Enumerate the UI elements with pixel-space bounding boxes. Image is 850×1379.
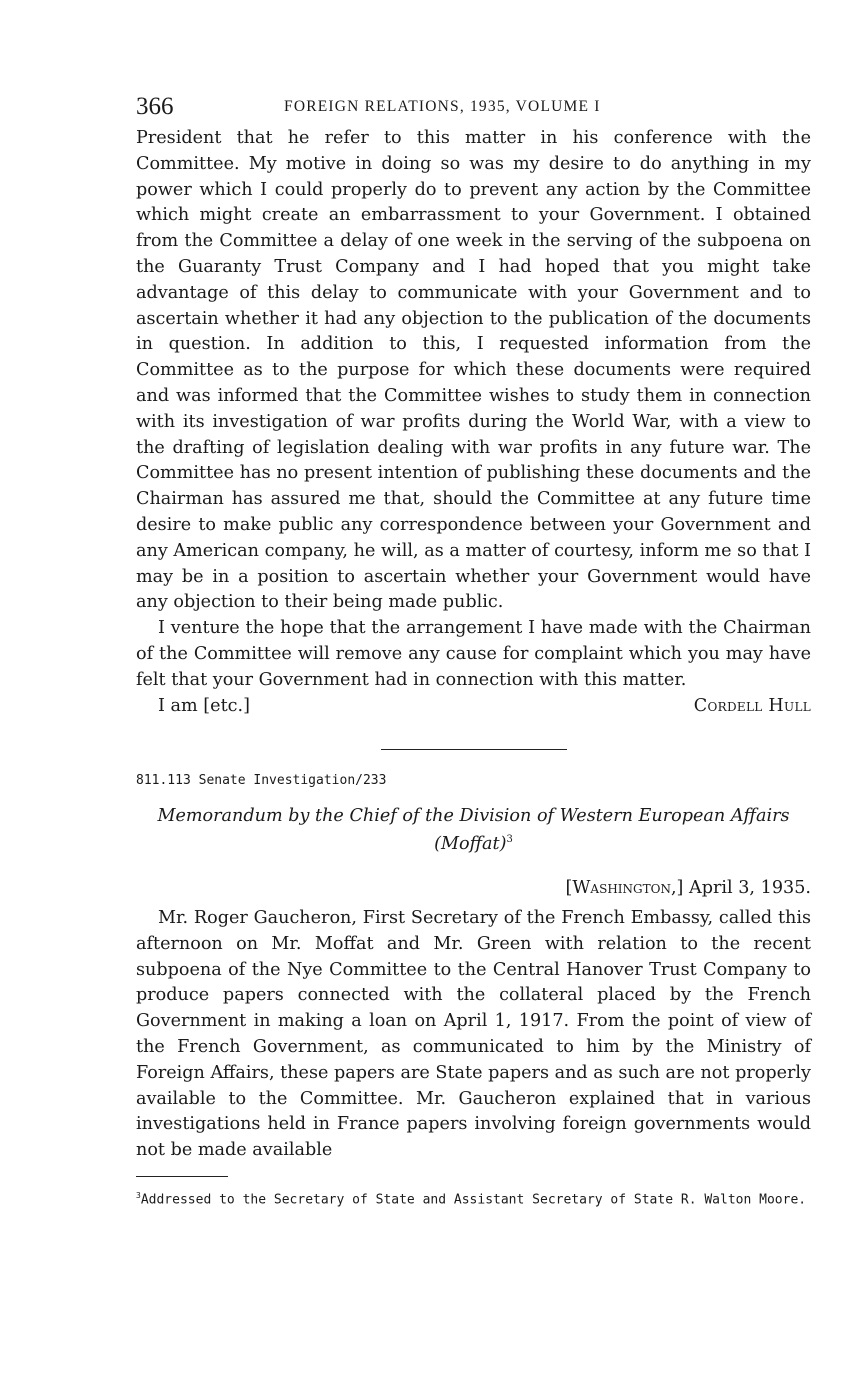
footnote-divider [136, 1176, 228, 1177]
footnote-marker: 3 [506, 834, 513, 846]
dateline [136, 876, 811, 902]
letter-paragraph-2: I venture the hope that the arrangement I have made with the Chairman of the Committee will remove any cause for complaint which you may have felt that your Government had in connection with this matter. [136, 618, 811, 690]
document-page [136, 92, 811, 1209]
memo-title [136, 804, 811, 856]
dateline-date: April 3, 1935. [689, 878, 811, 899]
memo-title-text: Memorandum by the Chief of the Division of Western European Affairs (Moffat) [157, 806, 790, 855]
dateline-place: [Washington,] [565, 878, 684, 899]
page-number: 366 [136, 93, 174, 120]
footnote-mark: 3 [136, 1190, 141, 1200]
letter-closing [136, 694, 811, 720]
section-divider [381, 749, 567, 750]
signature: Cordell Hull [693, 695, 811, 716]
footnote-text: Addressed to the Secretary of State and Assistant Secretary of State R. Walton Moore. [140, 1192, 807, 1208]
running-title: FOREIGN RELATIONS, 1935, VOLUME I [284, 98, 601, 115]
footnote [136, 1187, 811, 1209]
letter-paragraph-1: President that he refer to this matter in his conference with the Committee. My motive in doing so was my desire to do anything in my power which I could properly do to prevent any action by the Committee which might create an embarrassment to your Government. I obtained from the Committee a delay of one week in the serving of the subpoena on the Guaranty Trust Company and I had hoped that you might take advantage of this delay to communicate with your Government and to ascertain whether it had any objection to the publication of the documents in question. In addition to this, I requested information from the Committee as to the purpose for which these documents were required and was informed that the Committee wishes to study them in connection with its investigation of war profits during the World War, with a view to the drafting of legislation dealing with war profits in any future war. The Committee has no present intention of publishing these documents and the Chairman has assured me that, should the Committee at any future time desire to make public any correspondence between your Government and any American company, he will, as a matter of courtesy, inform me so that I may be in a position to ascertain whether your Government would have any objection to their being made public. [136, 128, 811, 613]
complimentary-close: I am [etc.] [158, 695, 250, 716]
memo-paragraph-1: Mr. Roger Gaucheron, First Secretary of the French Embassy, called this afternoon on Mr. Moffat and Mr. Green with relation to the recent subpoena of the Nye Committee to the Central Hanover Trust Company to produce papers connected with the collateral placed by the French Government in making a loan on April 1, 1917. From the point of view of the French Government, as communicated to him by the Ministry of Foreign Affairs, these papers are State papers and as such are not properly available to the Committee. Mr. Gaucheron explained that in various investigations held in France papers involving foreign governments would not be made available [136, 907, 811, 1161]
file-reference: 811.113 Senate Investigation/233 [136, 773, 387, 789]
running-header [136, 92, 811, 126]
